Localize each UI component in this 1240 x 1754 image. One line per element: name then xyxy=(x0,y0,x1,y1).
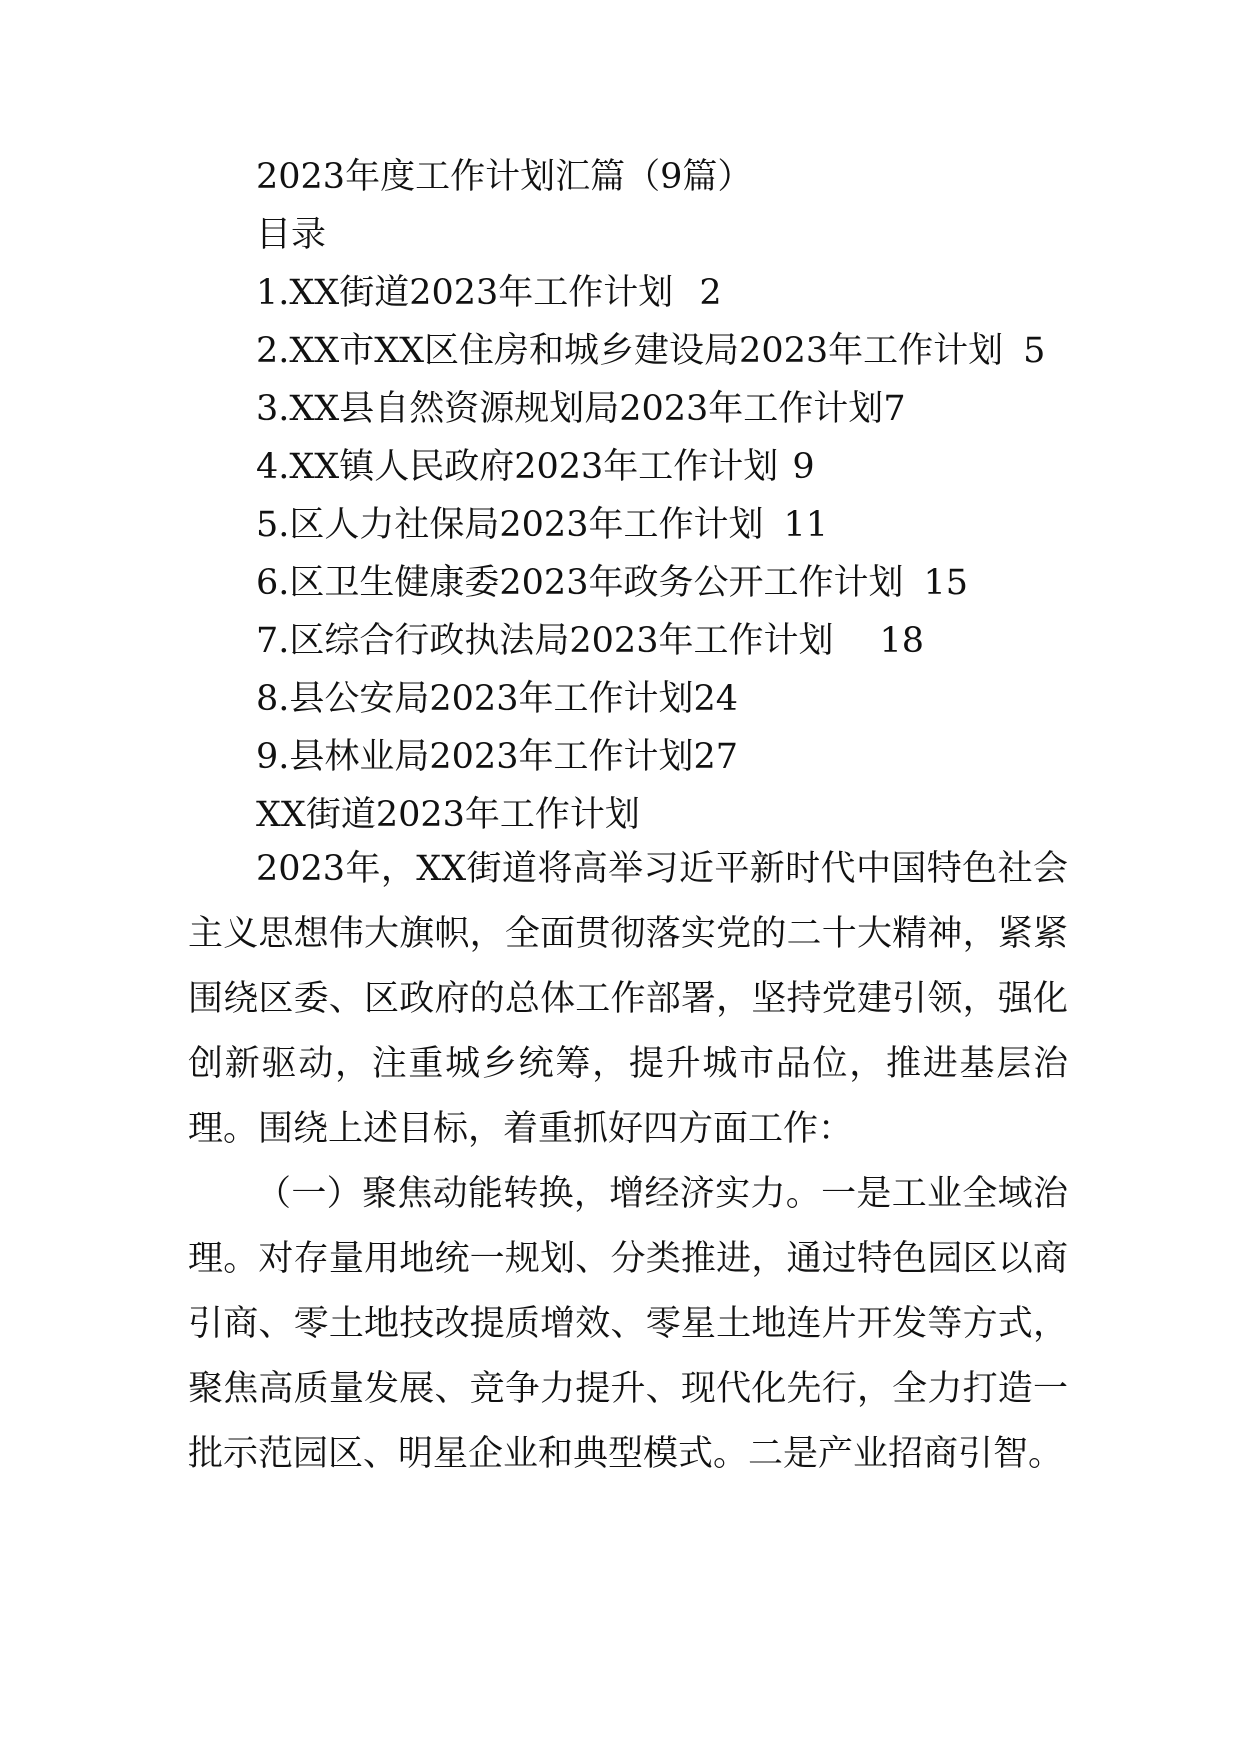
toc-item[interactable] xyxy=(256,329,1045,373)
toc-item-text: 1.XX街道2023年工作计划 xyxy=(256,273,674,313)
toc-item[interactable] xyxy=(256,735,738,779)
toc-item[interactable] xyxy=(256,503,828,547)
toc-item-text: 2.XX市XX区住房和城乡建设局2023年工作计划 xyxy=(256,331,1004,371)
toc-item-text: 9.县林业局2023年工作计划 xyxy=(256,737,694,777)
toc-item-page: 24 xyxy=(693,679,739,719)
section-title: XX街道2023年工作计划 xyxy=(256,795,640,835)
body-paragraph: （一）聚焦动能转换，增经济实力。一是工业全域治理。对存量用地统一规划、分类推进，通过特色园区以商引商、零土地技改提质增效、零星土地连片开发等方式，聚焦高质量发展、竞争力提升、现代化先行，全力打造一批示范园区、明星企业和典型模式。二是产业招商引智。 xyxy=(188,1174,1068,1474)
body-paragraph: 2023年，XX街道将高举习近平新时代中国特色社会主义思想伟大旗帜，全面贯彻落实党的二十大精神，紧紧围绕区委、区政府的总体工作部署，坚持党建引领，强化创新驱动，注重城乡统筹，提升城市品位，推进基层治理。围绕上述目标，着重抓好四方面工作： xyxy=(188,849,1068,1149)
toc-item-page: 9 xyxy=(792,447,815,487)
toc-item[interactable] xyxy=(256,619,924,663)
toc-item-page: 15 xyxy=(923,563,969,603)
toc-item[interactable] xyxy=(256,387,906,431)
toc-item-text: 8.县公安局2023年工作计划 xyxy=(256,679,694,719)
toc-item[interactable] xyxy=(256,561,968,605)
toc-item-page: 5 xyxy=(1023,331,1046,371)
toc-item-page: 7 xyxy=(883,389,906,429)
toc-item-text: 3.XX县自然资源规划局2023年工作计划 xyxy=(256,389,884,429)
toc-item-text: 5.区人力社保局2023年工作计划 xyxy=(256,505,764,545)
toc-item-page: 27 xyxy=(693,737,739,777)
toc-item[interactable] xyxy=(256,677,738,721)
document-title: 2023年度工作计划汇篇（9篇） xyxy=(256,157,753,197)
toc-item-page: 18 xyxy=(879,621,925,661)
toc-heading: 目录 xyxy=(256,215,327,255)
toc-item-text: 6.区卫生健康委2023年政务公开工作计划 xyxy=(256,563,904,603)
toc-item[interactable] xyxy=(256,271,722,315)
toc-item-text: 7.区综合行政执法局2023年工作计划 xyxy=(256,621,834,661)
toc-item[interactable] xyxy=(256,445,815,489)
toc-item-page: 11 xyxy=(783,505,829,545)
toc-item-page: 2 xyxy=(699,273,722,313)
toc-item-text: 4.XX镇人民政府2023年工作计划 xyxy=(256,447,779,487)
